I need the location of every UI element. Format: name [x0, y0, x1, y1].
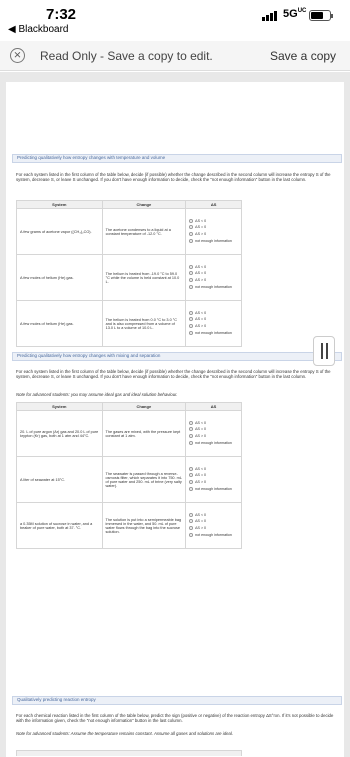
option-not-enough-info[interactable]: not enough information [189, 439, 238, 448]
column-header: System [17, 403, 103, 411]
signal-icon [262, 11, 277, 21]
option-not-enough-info[interactable]: not enough information [189, 283, 238, 292]
option-increase[interactable]: ΔS > 0 [189, 524, 238, 531]
entropy-table-2 [16, 402, 242, 549]
save-copy-button[interactable]: Save a copy [270, 49, 337, 63]
radio-button[interactable] [189, 421, 193, 425]
section-title: Qualitatively predicting reaction entropy [17, 697, 96, 702]
option-zero[interactable]: ΔS = 0 [189, 472, 238, 479]
radio-button[interactable] [189, 513, 193, 517]
option-not-enough-info[interactable]: not enough information [189, 237, 238, 246]
radio-button[interactable] [189, 311, 193, 315]
radio-button[interactable] [189, 317, 193, 321]
delta-s-options [186, 255, 242, 301]
section-instructions: For each system listed in the first column of the table below, decide (if possible) whether the change described in the second column will increase the entropy S of the system, decrease S, or leave S unchanged. If you don't have enough information to decide, check the "not enough information" button in the last column. [16, 172, 331, 183]
option-not-enough-info[interactable]: not enough information [189, 531, 238, 540]
option-increase[interactable]: ΔS > 0 [189, 276, 238, 283]
radio-button[interactable] [189, 219, 193, 223]
radio-button[interactable] [189, 232, 193, 236]
change-cell: The seawater is passed through a reverse-osmosis filter, which separates it into 750. mL of pure water and 250. mL of brine (very salty water). [102, 457, 186, 503]
radio-button[interactable] [189, 278, 193, 282]
table-row [17, 457, 242, 503]
change-cell: The gases are mixed, with the pressure kept constant at 1 atm. [102, 411, 186, 457]
change-cell: The helium is heated from 0.0 °C to 3.0 °C and is also compressed from a volume of 13.0 L to a volume of 10.0 L. [102, 301, 186, 347]
status-bar [0, 0, 350, 40]
system-cell: a 0.35M solution of sucrose in water, and a beaker of pure water, both at 37. °C. [17, 503, 103, 549]
option-zero[interactable]: ΔS = 0 [189, 316, 238, 323]
radio-button[interactable] [189, 331, 193, 335]
column-header: ΔS [186, 403, 242, 411]
table-row [17, 503, 242, 549]
delta-s-options [186, 209, 242, 255]
document-toolbar [0, 41, 350, 71]
option-zero[interactable]: ΔS = 0 [189, 270, 238, 277]
section-header [12, 352, 342, 361]
table-row [17, 255, 242, 301]
radio-button[interactable] [189, 285, 193, 289]
radio-button[interactable] [189, 265, 193, 269]
column-header: ΔS [186, 201, 242, 209]
radio-button[interactable] [189, 526, 193, 530]
table-row [17, 411, 242, 457]
clock: 7:32 [46, 6, 77, 23]
delta-s-options [186, 503, 242, 549]
section-instructions: For each chemical reaction listed in the first column of the table below, predict the sign (positive or negative) of the reaction entropy ΔS°rxn. If it's not possible to decide with the information given, check the "not enough information" button in the last column. [16, 713, 334, 724]
document-page [6, 82, 344, 757]
option-decrease[interactable]: ΔS < 0 [189, 217, 238, 224]
battery-icon [309, 10, 331, 21]
radio-button[interactable] [189, 324, 193, 328]
system-cell: A few grams of acetone vapor ((CH₃)₂CO). [17, 209, 103, 255]
option-zero[interactable]: ΔS = 0 [189, 426, 238, 433]
column-header: System [17, 201, 103, 209]
change-cell: The acetone condenses to a liquid at a constant temperature of -12.0 °C. [102, 209, 186, 255]
option-increase[interactable]: ΔS > 0 [189, 322, 238, 329]
delta-s-options [186, 411, 242, 457]
system-cell: A few moles of helium (He) gas. [17, 255, 103, 301]
system-cell: 20. L of pure argon (Ar) gas and 20.0 L of pure krypton (Kr) gas, both at 1 atm and 44°C. [17, 411, 103, 457]
read-only-banner: Read Only - Save a copy to edit. [40, 49, 213, 63]
entropy-table-1 [16, 200, 242, 347]
option-zero[interactable]: ΔS = 0 [189, 224, 238, 231]
radio-button[interactable] [189, 441, 193, 445]
close-icon[interactable]: ⨯ [10, 48, 25, 63]
radio-button[interactable] [189, 480, 193, 484]
option-increase[interactable]: ΔS > 0 [189, 432, 238, 439]
radio-button[interactable] [189, 473, 193, 477]
table-row [17, 301, 242, 347]
option-decrease[interactable]: ΔS < 0 [189, 309, 238, 316]
radio-button[interactable] [189, 467, 193, 471]
radio-button[interactable] [189, 427, 193, 431]
option-not-enough-info[interactable]: not enough information [189, 329, 238, 338]
scroll-handle[interactable] [313, 336, 335, 366]
column-header: Change [102, 403, 186, 411]
radio-button[interactable] [189, 225, 193, 229]
radio-button[interactable] [189, 487, 193, 491]
table-row [17, 209, 242, 255]
radio-button[interactable] [189, 271, 193, 275]
section-header [12, 696, 342, 705]
option-decrease[interactable]: ΔS < 0 [189, 511, 238, 518]
section-header [12, 154, 342, 163]
back-to-app-link[interactable]: ◀ Blackboard [8, 24, 69, 35]
option-increase[interactable]: ΔS > 0 [189, 230, 238, 237]
column-header: Change [102, 201, 186, 209]
system-cell: A few moles of helium (He) gas. [17, 301, 103, 347]
section-title: Predicting qualitatively how entropy changes with mixing and separation [17, 353, 161, 358]
option-increase[interactable]: ΔS > 0 [189, 478, 238, 485]
option-decrease[interactable]: ΔS < 0 [189, 263, 238, 270]
radio-button[interactable] [189, 434, 193, 438]
delta-s-options [186, 301, 242, 347]
delta-s-options [186, 457, 242, 503]
advanced-note: Note for advanced students: you may assume ideal gas and ideal solution behaviour. [16, 392, 178, 397]
option-decrease[interactable]: ΔS < 0 [189, 419, 238, 426]
option-not-enough-info[interactable]: not enough information [189, 485, 238, 494]
radio-button[interactable] [189, 519, 193, 523]
document-viewer[interactable] [0, 72, 350, 757]
advanced-note: Note for advanced students: Assume the temperature remains constant. Assume all gases and solutions are ideal. [16, 731, 234, 736]
reaction-table-header [16, 750, 242, 756]
option-decrease[interactable]: ΔS < 0 [189, 465, 238, 472]
system-cell: A liter of seawater at 15°C. [17, 457, 103, 503]
radio-button[interactable] [189, 239, 193, 243]
section-instructions: For each system listed in the first column of the table below, decide (if possible) whether the change described in the second column will increase the entropy S of the system, decrease S, or leave S unchanged. If you don't have enough information to decide, check the "not enough information" button in the last column. [16, 369, 331, 380]
radio-button[interactable] [189, 533, 193, 537]
change-cell: The helium is heated from -19.0 °C to 59.0 °C while the volume is held constant at 10.0 L. [102, 255, 186, 301]
network-label: $5G^{UC}$ [283, 8, 307, 20]
change-cell: The solution is put into a semipermeable bag immersed in the water, and 50. mL of pure water flows through the bag into the sucrose solution. [102, 503, 186, 549]
section-title: Predicting qualitatively how entropy changes with temperature and volume [17, 155, 166, 160]
option-zero[interactable]: ΔS = 0 [189, 518, 238, 525]
